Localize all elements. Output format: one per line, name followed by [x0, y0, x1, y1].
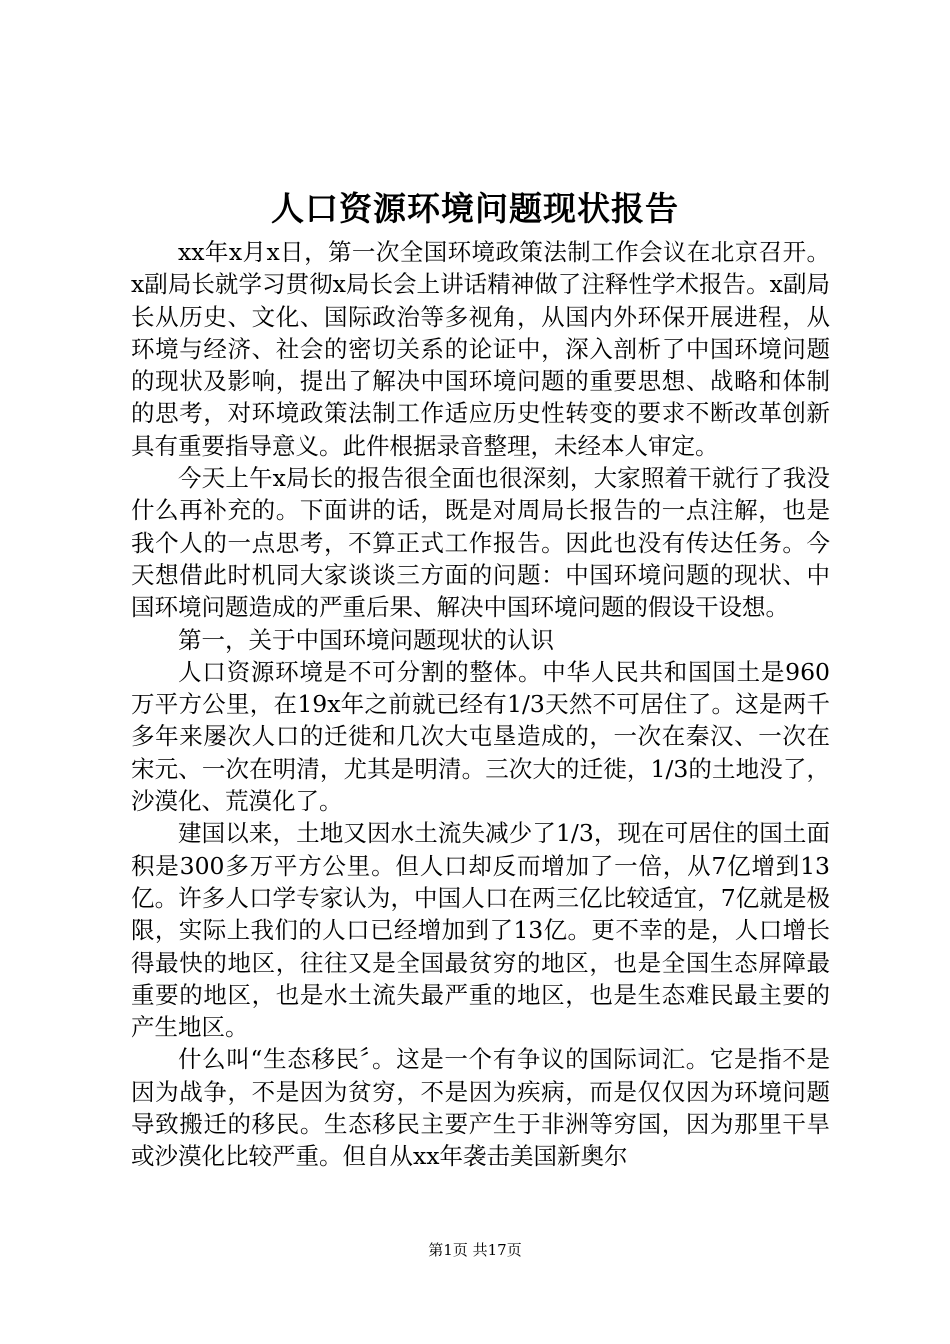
- paragraph-2: 今天上午x局长的报告很全面也很深刻，大家照着干就行了我没什么再补充的。下面讲的话，既是对周局长报告的一点注解，也是我个人的一点思考，不算正式工作报告。因此也没有传达任务。今天想借此时机同大家谈谈三方面的问题：中国环境问题的现状、中国环境问题造成的严重后果、解决中国环境问题的假设干设想。: [131, 464, 830, 622]
- paragraph-4: 建国以来，土地又因水土流失减少了1/3，现在可居住的国土面积是300多万平方公里。但人口却反而增加了一倍，从7亿增到13亿。许多人口学专家认为，中国人口在两三亿比较适宜，7亿就是极限，实际上我们的人口已经增加到了13亿。更不幸的是，人口增长得最快的地区，往往又是全国最贫穷的地区，也是全国生态屏障最重要的地区，也是水土流失最严重的地区，也是生态难民最主要的产生地区。: [131, 819, 830, 1042]
- paragraph-5: 什么叫“生态移民〞。这是一个有争议的国际词汇。它是指不是因为战争，不是因为贫穷，不是因为疾病，而是仅仅因为环境问题导致搬迁的移民。生态移民主要产生于非洲等穷国，因为那里干旱或沙漠化比较严重。但自从xx年袭击美国新奥尔: [131, 1045, 830, 1171]
- page-footer: 第1页 共17页: [428, 1241, 522, 1259]
- paragraph-3: 人口资源环境是不可分割的整体。中华人民共和国国土是960万平方公里，在19x年之前就已经有1/3天然不可居住了。这是两千多年来屡次人口的迁徙和几次大屯垦造成的，一次在秦汉、一次在宋元、一次在明清，尤其是明清。三次大的迁徙，1/3的土地没了，沙漠化、荒漠化了。: [131, 657, 830, 816]
- document-title: 人口资源环境问题现状报告: [271, 189, 679, 228]
- paragraph-1: xx年x月x日，第一次全国环境政策法制工作会议在北京召开。x副局长就学习贯彻x局长会上讲话精神做了注释性学术报告。x副局长从历史、文化、国际政治等多视角，从国内外环保开展进程，从环境与经济、社会的密切关系的论证中，深入剖析了中国环境问题的现状及影响，提出了解决中国环境问题的重要思想、战略和体制的思考，对环境政策法制工作适应历史性转变的要求不断改革创新具有重要指导意义。此件根据录音整理，未经本人审定。: [131, 238, 830, 460]
- document-body: [131, 236, 830, 1173]
- section-heading-1: 第一，关于中国环境问题现状的认识: [178, 625, 554, 654]
